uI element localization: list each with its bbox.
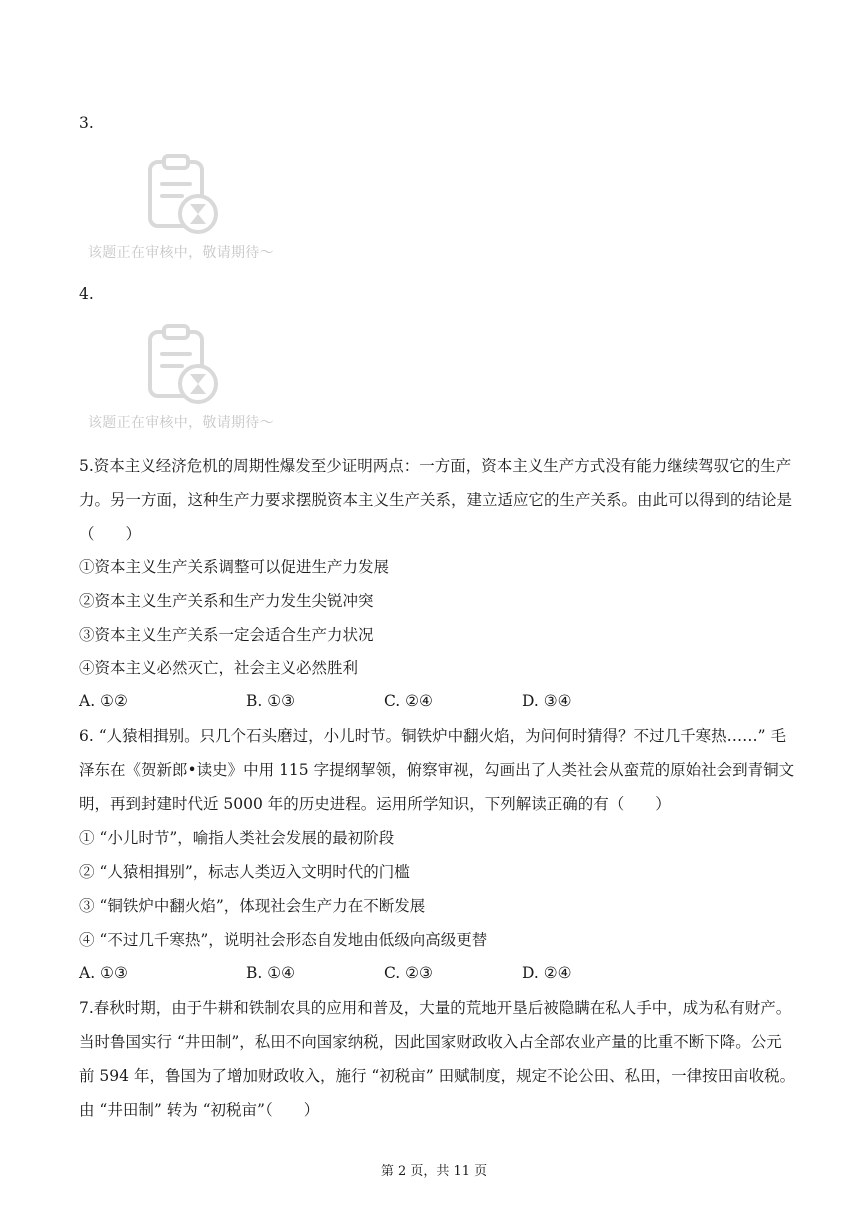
question-5-item-1: ①资本主义生产关系调整可以促进生产力发展 — [79, 558, 390, 576]
question-4-placeholder — [88, 324, 288, 434]
question-6-stem-line-3: 明，再到封建时代近 5000 年的历史进程。运用所学知识，下列解读正确的有（ ） — [79, 795, 671, 813]
question-6-options — [79, 964, 779, 986]
page-footer: 第 2 页，共 11 页 — [380, 1164, 488, 1179]
question-7-stem-line-3: 前 594 年，鲁国为了增加财政收入，施行 “初税亩” 田赋制度，规定不论公田、私田，一律按田亩收税。 — [79, 1067, 796, 1085]
option-b[interactable]: B. ①④ — [246, 964, 296, 982]
question-6-stem-line-1: 6. “人猿相揖别。只几个石头磨过，小儿时节。铜铁炉中翻火焰，为问何时猜得？不过几千寒热……” 毛 — [79, 727, 786, 745]
option-a[interactable]: A. ①② — [79, 692, 128, 710]
option-d[interactable]: D. ③④ — [522, 692, 572, 710]
option-d[interactable]: D. ②④ — [522, 964, 572, 982]
question-6-stem-line-2: 泽东在《贺新郎•读史》中用 115 字提纲挈领，俯察审视，勾画出了人类社会从蛮荒的原始社会到青铜文 — [79, 761, 795, 779]
placeholder-text: 该题正在审核中，敬请期待～ — [88, 415, 274, 431]
option-a[interactable]: A. ①③ — [79, 964, 128, 982]
placeholder-text: 该题正在审核中，敬请期待～ — [88, 245, 274, 261]
question-6-item-4: ④ “不过几千寒热”，说明社会形态自发地由低级向高级更替 — [79, 931, 488, 949]
question-5-item-4: ④资本主义必然灭亡，社会主义必然胜利 — [79, 659, 359, 677]
question-7-stem-line-2: 当时鲁国实行 “井田制”，私田不向国家纳税，因此国家财政收入占全部农业产量的比重不断下降。公元 — [79, 1033, 782, 1051]
question-7-stem-line-4: 由 “井田制” 转为 “初税亩”（ ） — [79, 1101, 320, 1119]
question-3-placeholder — [88, 154, 288, 264]
question-6-item-3: ③ “铜铁炉中翻火焰”，体现社会生产力在不断发展 — [79, 897, 426, 915]
question-6-item-1: ① “小儿时节”，喻指人类社会发展的最初阶段 — [79, 829, 395, 847]
question-4-number: 4. — [79, 285, 94, 303]
clipboard-hourglass-icon — [144, 324, 224, 408]
question-5-stem-line-1: 5.资本主义经济危机的周期性爆发至少证明两点：一方面，资本主义生产方式没有能力继续驾驭它的生产 — [79, 457, 792, 475]
option-c[interactable]: C. ②④ — [384, 692, 433, 710]
question-5-stem-line-2: 力。另一方面，这种生产力要求摆脱资本主义生产关系，建立适应它的生产关系。由此可以得到的结论是 — [79, 491, 793, 509]
option-c[interactable]: C. ②③ — [384, 964, 433, 982]
question-5-stem-line-3: （ ） — [79, 525, 142, 543]
question-5-options — [79, 692, 779, 714]
question-5-item-3: ③资本主义生产关系一定会适合生产力状况 — [79, 626, 374, 644]
question-7-stem-line-1: 7.春秋时期，由于牛耕和铁制农具的应用和普及，大量的荒地开垦后被隐瞒在私人手中，成为私有财产。 — [79, 999, 792, 1017]
option-b[interactable]: B. ①③ — [246, 692, 296, 710]
question-6-item-2: ② “人猿相揖别”，标志人类迈入文明时代的门槛 — [79, 863, 410, 881]
question-5-item-2: ②资本主义生产关系和生产力发生尖锐冲突 — [79, 592, 374, 610]
clipboard-hourglass-icon — [144, 154, 224, 238]
question-3-number: 3. — [79, 114, 94, 132]
